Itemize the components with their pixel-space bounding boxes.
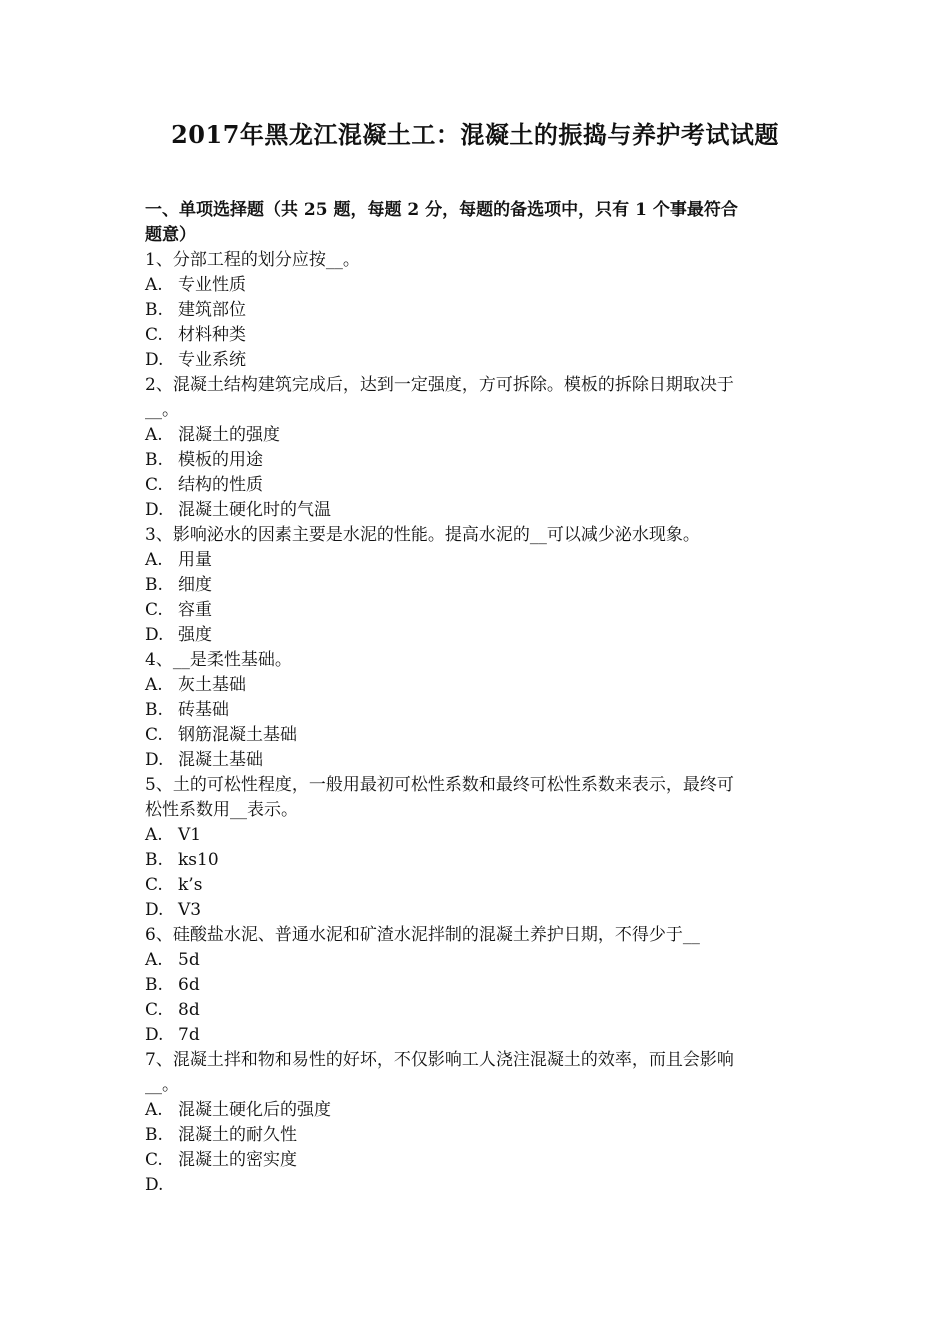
option-letter: C. xyxy=(145,875,163,895)
option-c xyxy=(145,873,810,898)
option-letter: A. xyxy=(145,425,163,445)
option-text: 7d xyxy=(178,1025,200,1045)
option-letter: C. xyxy=(145,325,163,345)
question-1 xyxy=(145,248,810,373)
option-text: 6d xyxy=(178,975,200,995)
option-text: 细度 xyxy=(178,575,212,595)
option-text: ks10 xyxy=(178,850,219,870)
option-letter: B. xyxy=(145,850,163,870)
option-d xyxy=(145,748,810,773)
option-text: 8d xyxy=(178,1000,200,1020)
question-text: 5、土的可松性程度，一般用最初可松性系数和最终可松性系数来表示，最终可 xyxy=(145,775,734,795)
option-text: 结构的性质 xyxy=(178,475,263,495)
option-text: 钢筋混凝土基础 xyxy=(178,725,297,745)
option-a xyxy=(145,673,810,698)
option-b xyxy=(145,973,810,998)
question-text-continued: 松性系数用__表示。 xyxy=(145,800,298,820)
option-text: 专业系统 xyxy=(178,350,246,370)
option-letter: A. xyxy=(145,275,163,295)
section-heading-line: 一、单项选择题（共 25 题，每题 2 分，每题的备选项中，只有 1 个事最符合 xyxy=(145,200,738,220)
question-text: 1、分部工程的划分应按__。 xyxy=(145,250,360,270)
option-letter: C. xyxy=(145,600,163,620)
option-letter: B. xyxy=(145,975,163,995)
option-text: 混凝土硬化时的气温 xyxy=(178,500,331,520)
option-letter: D. xyxy=(145,350,164,370)
question-text: 4、__是柔性基础。 xyxy=(145,650,292,670)
option-a xyxy=(145,548,810,573)
option-a xyxy=(145,823,810,848)
option-letter: D. xyxy=(145,750,164,770)
option-b xyxy=(145,1123,810,1148)
option-letter: A. xyxy=(145,825,163,845)
question-text: 6、硅酸盐水泥、普通水泥和矿渣水泥拌制的混凝土养护日期，不得少于__ xyxy=(145,925,700,945)
option-letter: C. xyxy=(145,1000,163,1020)
option-b xyxy=(145,848,810,873)
option-text: 混凝土的耐久性 xyxy=(178,1125,297,1145)
option-text: 模板的用途 xyxy=(178,450,263,470)
option-d xyxy=(145,1023,810,1048)
option-a xyxy=(145,423,810,448)
question-2 xyxy=(145,373,810,523)
option-text: 容重 xyxy=(178,600,212,620)
option-b xyxy=(145,448,810,473)
option-d xyxy=(145,898,810,923)
option-letter: A. xyxy=(145,950,163,970)
question-text: 2、混凝土结构建筑完成后，达到一定强度，方可拆除。模板的拆除日期取决于 xyxy=(145,375,734,395)
question-text: 3、影响泌水的因素主要是水泥的性能。提高水泥的__可以减少泌水现象。 xyxy=(145,525,700,545)
option-text: k’s xyxy=(178,875,203,895)
option-text: 专业性质 xyxy=(178,275,246,295)
option-c xyxy=(145,323,810,348)
option-c xyxy=(145,723,810,748)
option-text: 用量 xyxy=(178,550,212,570)
option-letter: D. xyxy=(145,1025,164,1045)
question-7 xyxy=(145,1048,810,1198)
option-letter: D. xyxy=(145,500,164,520)
option-text: V1 xyxy=(178,825,202,845)
option-text: 混凝土硬化后的强度 xyxy=(178,1100,331,1120)
option-text: 材料种类 xyxy=(178,325,246,345)
option-letter: D. xyxy=(145,1175,164,1195)
option-letter: C. xyxy=(145,1150,163,1170)
section-heading xyxy=(145,198,810,248)
option-text: 砖基础 xyxy=(178,700,229,720)
option-c xyxy=(145,998,810,1023)
section-heading-line: 题意） xyxy=(145,225,196,245)
option-d xyxy=(145,498,810,523)
option-letter: D. xyxy=(145,625,164,645)
option-letter: D. xyxy=(145,900,164,920)
option-d xyxy=(145,348,810,373)
option-a xyxy=(145,948,810,973)
option-letter: A. xyxy=(145,1100,163,1120)
option-letter: C. xyxy=(145,725,163,745)
option-c xyxy=(145,1148,810,1173)
option-text: 混凝土基础 xyxy=(178,750,263,770)
option-text: 混凝土的密实度 xyxy=(178,1150,297,1170)
option-text: 5d xyxy=(178,950,200,970)
question-5 xyxy=(145,773,810,923)
option-d xyxy=(145,623,810,648)
option-text: 强度 xyxy=(178,625,212,645)
option-text: 建筑部位 xyxy=(178,300,246,320)
option-letter: C. xyxy=(145,475,163,495)
question-text-continued: __。 xyxy=(145,400,179,420)
question-text-continued: __。 xyxy=(145,1075,179,1095)
option-c xyxy=(145,473,810,498)
question-4 xyxy=(145,648,810,773)
option-d xyxy=(145,1173,810,1198)
option-b xyxy=(145,298,810,323)
option-c xyxy=(145,598,810,623)
option-text: 灰土基础 xyxy=(178,675,246,695)
option-letter: A. xyxy=(145,550,163,570)
option-text: V3 xyxy=(178,900,202,920)
option-b xyxy=(145,573,810,598)
option-a xyxy=(145,1098,810,1123)
option-letter: B. xyxy=(145,300,163,320)
option-a xyxy=(145,273,810,298)
document-body xyxy=(145,198,810,1198)
option-letter: B. xyxy=(145,1125,163,1145)
option-b xyxy=(145,698,810,723)
question-6 xyxy=(145,923,810,1048)
option-letter: B. xyxy=(145,575,163,595)
option-letter: B. xyxy=(145,700,163,720)
question-text: 7、混凝土拌和物和易性的好坏，不仅影响工人浇注混凝土的效率，而且会影响 xyxy=(145,1050,734,1070)
option-text: 混凝土的强度 xyxy=(178,425,280,445)
question-3 xyxy=(145,523,810,648)
document-title: 2017年黑龙江混凝土工：混凝土的振捣与养护考试试题 xyxy=(171,120,779,149)
option-letter: B. xyxy=(145,450,163,470)
option-letter: A. xyxy=(145,675,163,695)
